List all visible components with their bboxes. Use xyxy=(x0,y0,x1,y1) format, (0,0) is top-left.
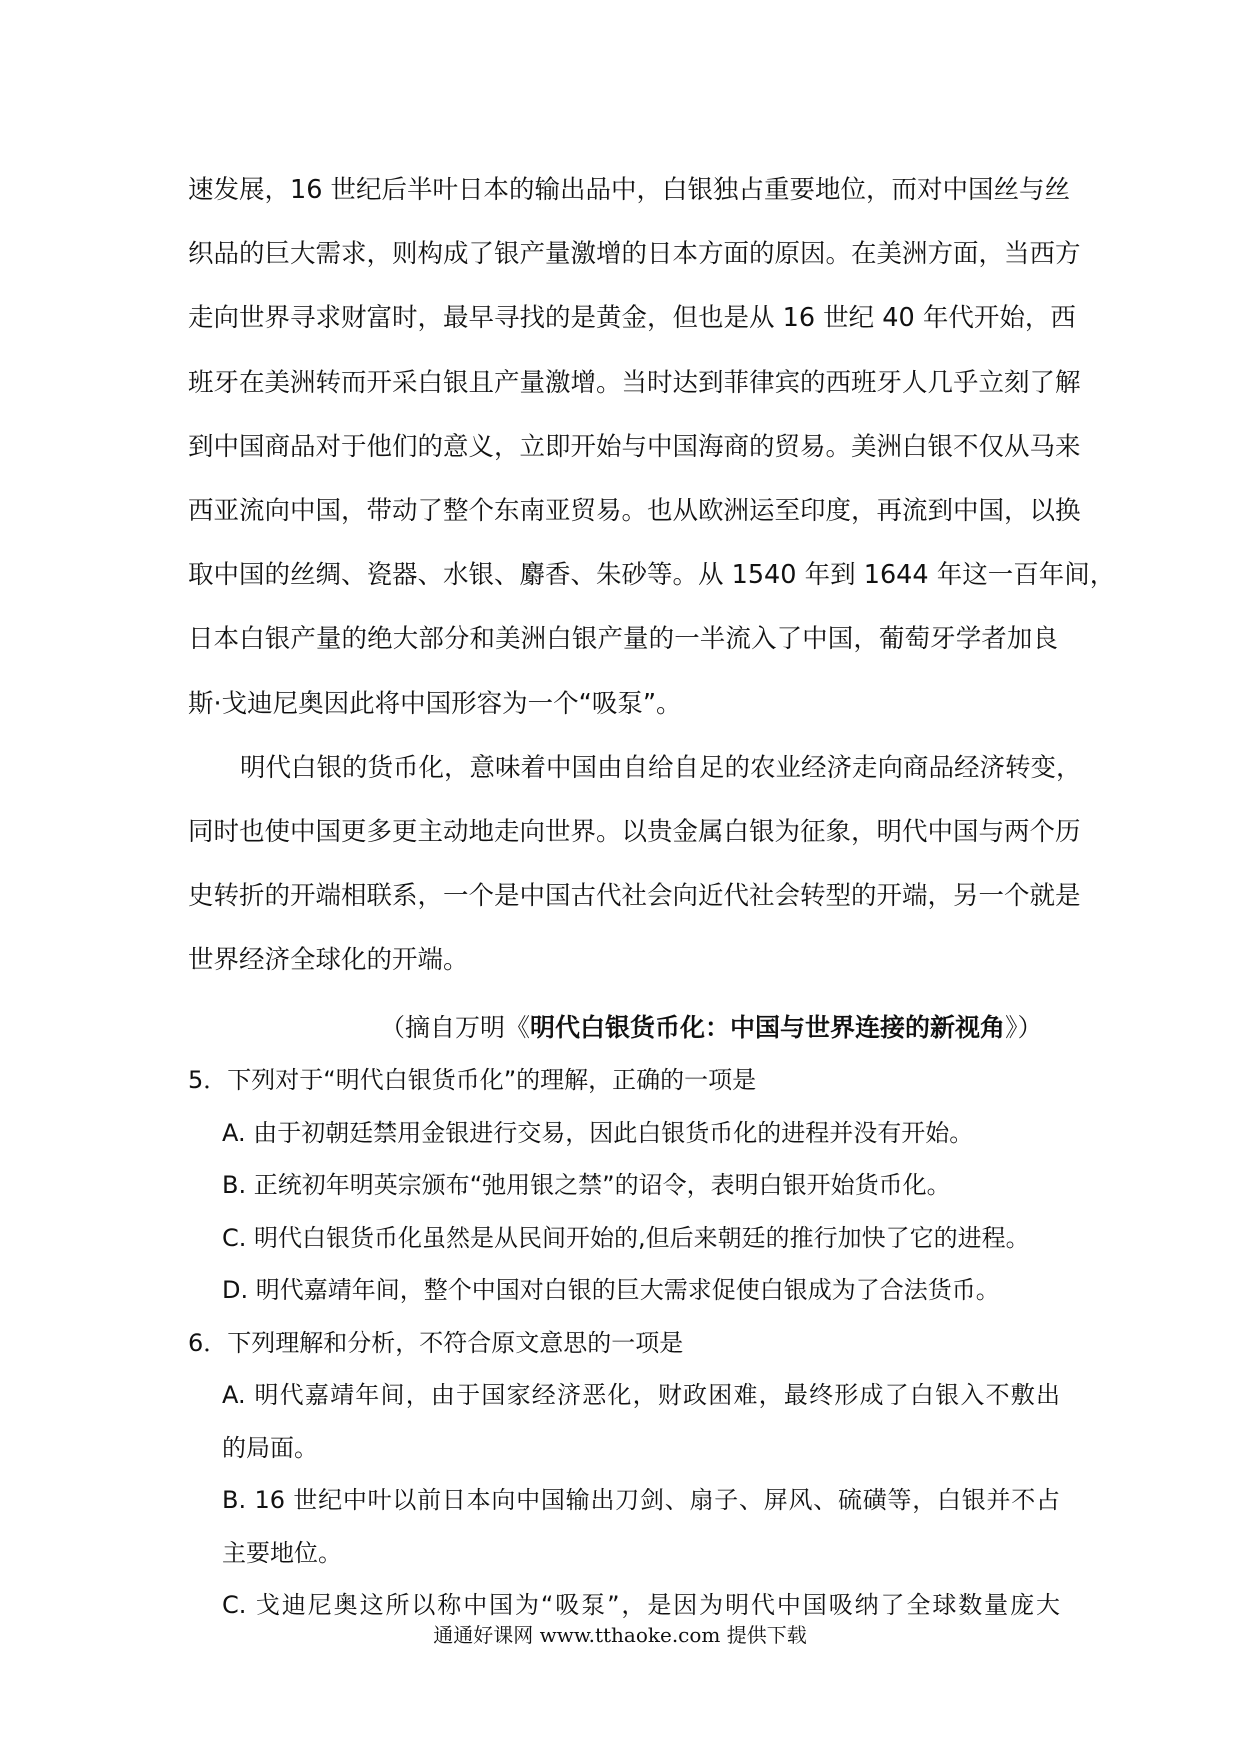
passage-line: 同时也使中国更多更主动地走向世界。以贵金属白银为征象，明代中国与两个历 xyxy=(188,816,1081,847)
passage-line: 织品的巨大需求，则构成了银产量激增的日本方面的原因。在美洲方面，当西方 xyxy=(188,239,1081,270)
passage-line: 走向世界寻求财富时，最早寻找的是黄金，但也是从 16 世纪 40 年代开始，西 xyxy=(188,303,1076,334)
source-prefix: （摘自万明《 xyxy=(380,1013,531,1042)
passage-line: 史转折的开端相联系，一个是中国古代社会向近代社会转型的开端，另一个就是 xyxy=(188,881,1081,912)
question-section xyxy=(188,1054,1060,1632)
question-6-option-b: B. 16 世纪中叶以前日本向中国输出刀剑、扇子、屏风、硫磺等，白银并不占 xyxy=(222,1486,1060,1514)
question-6-option-a-continued: 的局面。 xyxy=(222,1433,318,1462)
download-footer: 通通好课网 www.tthaoke.com 提供下载 xyxy=(433,1623,807,1647)
question-6-stem: 6．下列理解和分析，不符合原文意思的一项是 xyxy=(188,1328,684,1357)
passage-line: 取中国的丝绸、瓷器、水银、麝香、朱砂等。从 1540 年到 1644 年这一百年间， xyxy=(188,560,1116,591)
question-5-stem: 5．下列对于“明代白银货币化”的理解，正确的一项是 xyxy=(188,1066,757,1094)
source-citation xyxy=(380,1000,1070,1056)
question-5-option-d: D. 明代嘉靖年间，整个中国对白银的巨大需求促使白银成为了合法货币。 xyxy=(222,1276,1000,1304)
passage-line: 速发展，16 世纪后半叶日本的输出品中，白银独占重要地位，而对中国丝与丝 xyxy=(188,175,1071,205)
passage-line: 明代白银的货币化，意味着中国由自给自足的农业经济走向商品经济转变， xyxy=(240,752,1082,783)
passage-line: 西亚流向中国，带动了整个东南亚贸易。也从欧洲运至印度，再流到中国，以换 xyxy=(188,495,1081,526)
passage-line: 日本白银产量的绝大部分和美洲白银产量的一半流入了中国，葡萄牙学者加良 xyxy=(188,624,1058,655)
reading-passage xyxy=(188,158,1116,992)
passage-line: 到中国商品对于他们的意义，立即开始与中国海商的贸易。美洲白银不仅从马来 xyxy=(188,431,1081,462)
question-6-option-a: A. 明代嘉靖年间，由于国家经济恶化，财政困难，最终形成了白银入不敷出 xyxy=(222,1381,1060,1409)
question-5-option-b: B. 正统初年明英宗颁布“弛用银之禁”的诏令，表明白银开始货币化。 xyxy=(222,1171,951,1199)
question-5-option-c: C. 明代白银货币化虽然是从民间开始的,但后来朝廷的推行加快了它的进程。 xyxy=(222,1223,1030,1252)
question-5-option-a: A. 由于初朝廷禁用金银进行交易，因此白银货币化的进程并没有开始。 xyxy=(222,1118,974,1147)
passage-line: 世界经济全球化的开端。 xyxy=(188,945,469,976)
source-suffix: 》） xyxy=(1005,1013,1043,1042)
passage-line: 班牙在美洲转而开采白银且产量激增。当时达到菲律宾的西班牙人几乎立刻了解 xyxy=(188,367,1081,398)
passage-line: 斯·戈迪尼奥因此将中国形容为一个“吸泵”。 xyxy=(188,688,682,719)
source-title: 明代白银货币化：中国与世界连接的新视角 xyxy=(530,1013,1006,1042)
question-6-option-b-continued: 主要地位。 xyxy=(222,1538,342,1567)
question-6-option-c: C. 戈迪尼奥这所以称中国为“吸泵”，是因为明代中国吸纳了全球数量庞大 xyxy=(222,1591,1060,1619)
